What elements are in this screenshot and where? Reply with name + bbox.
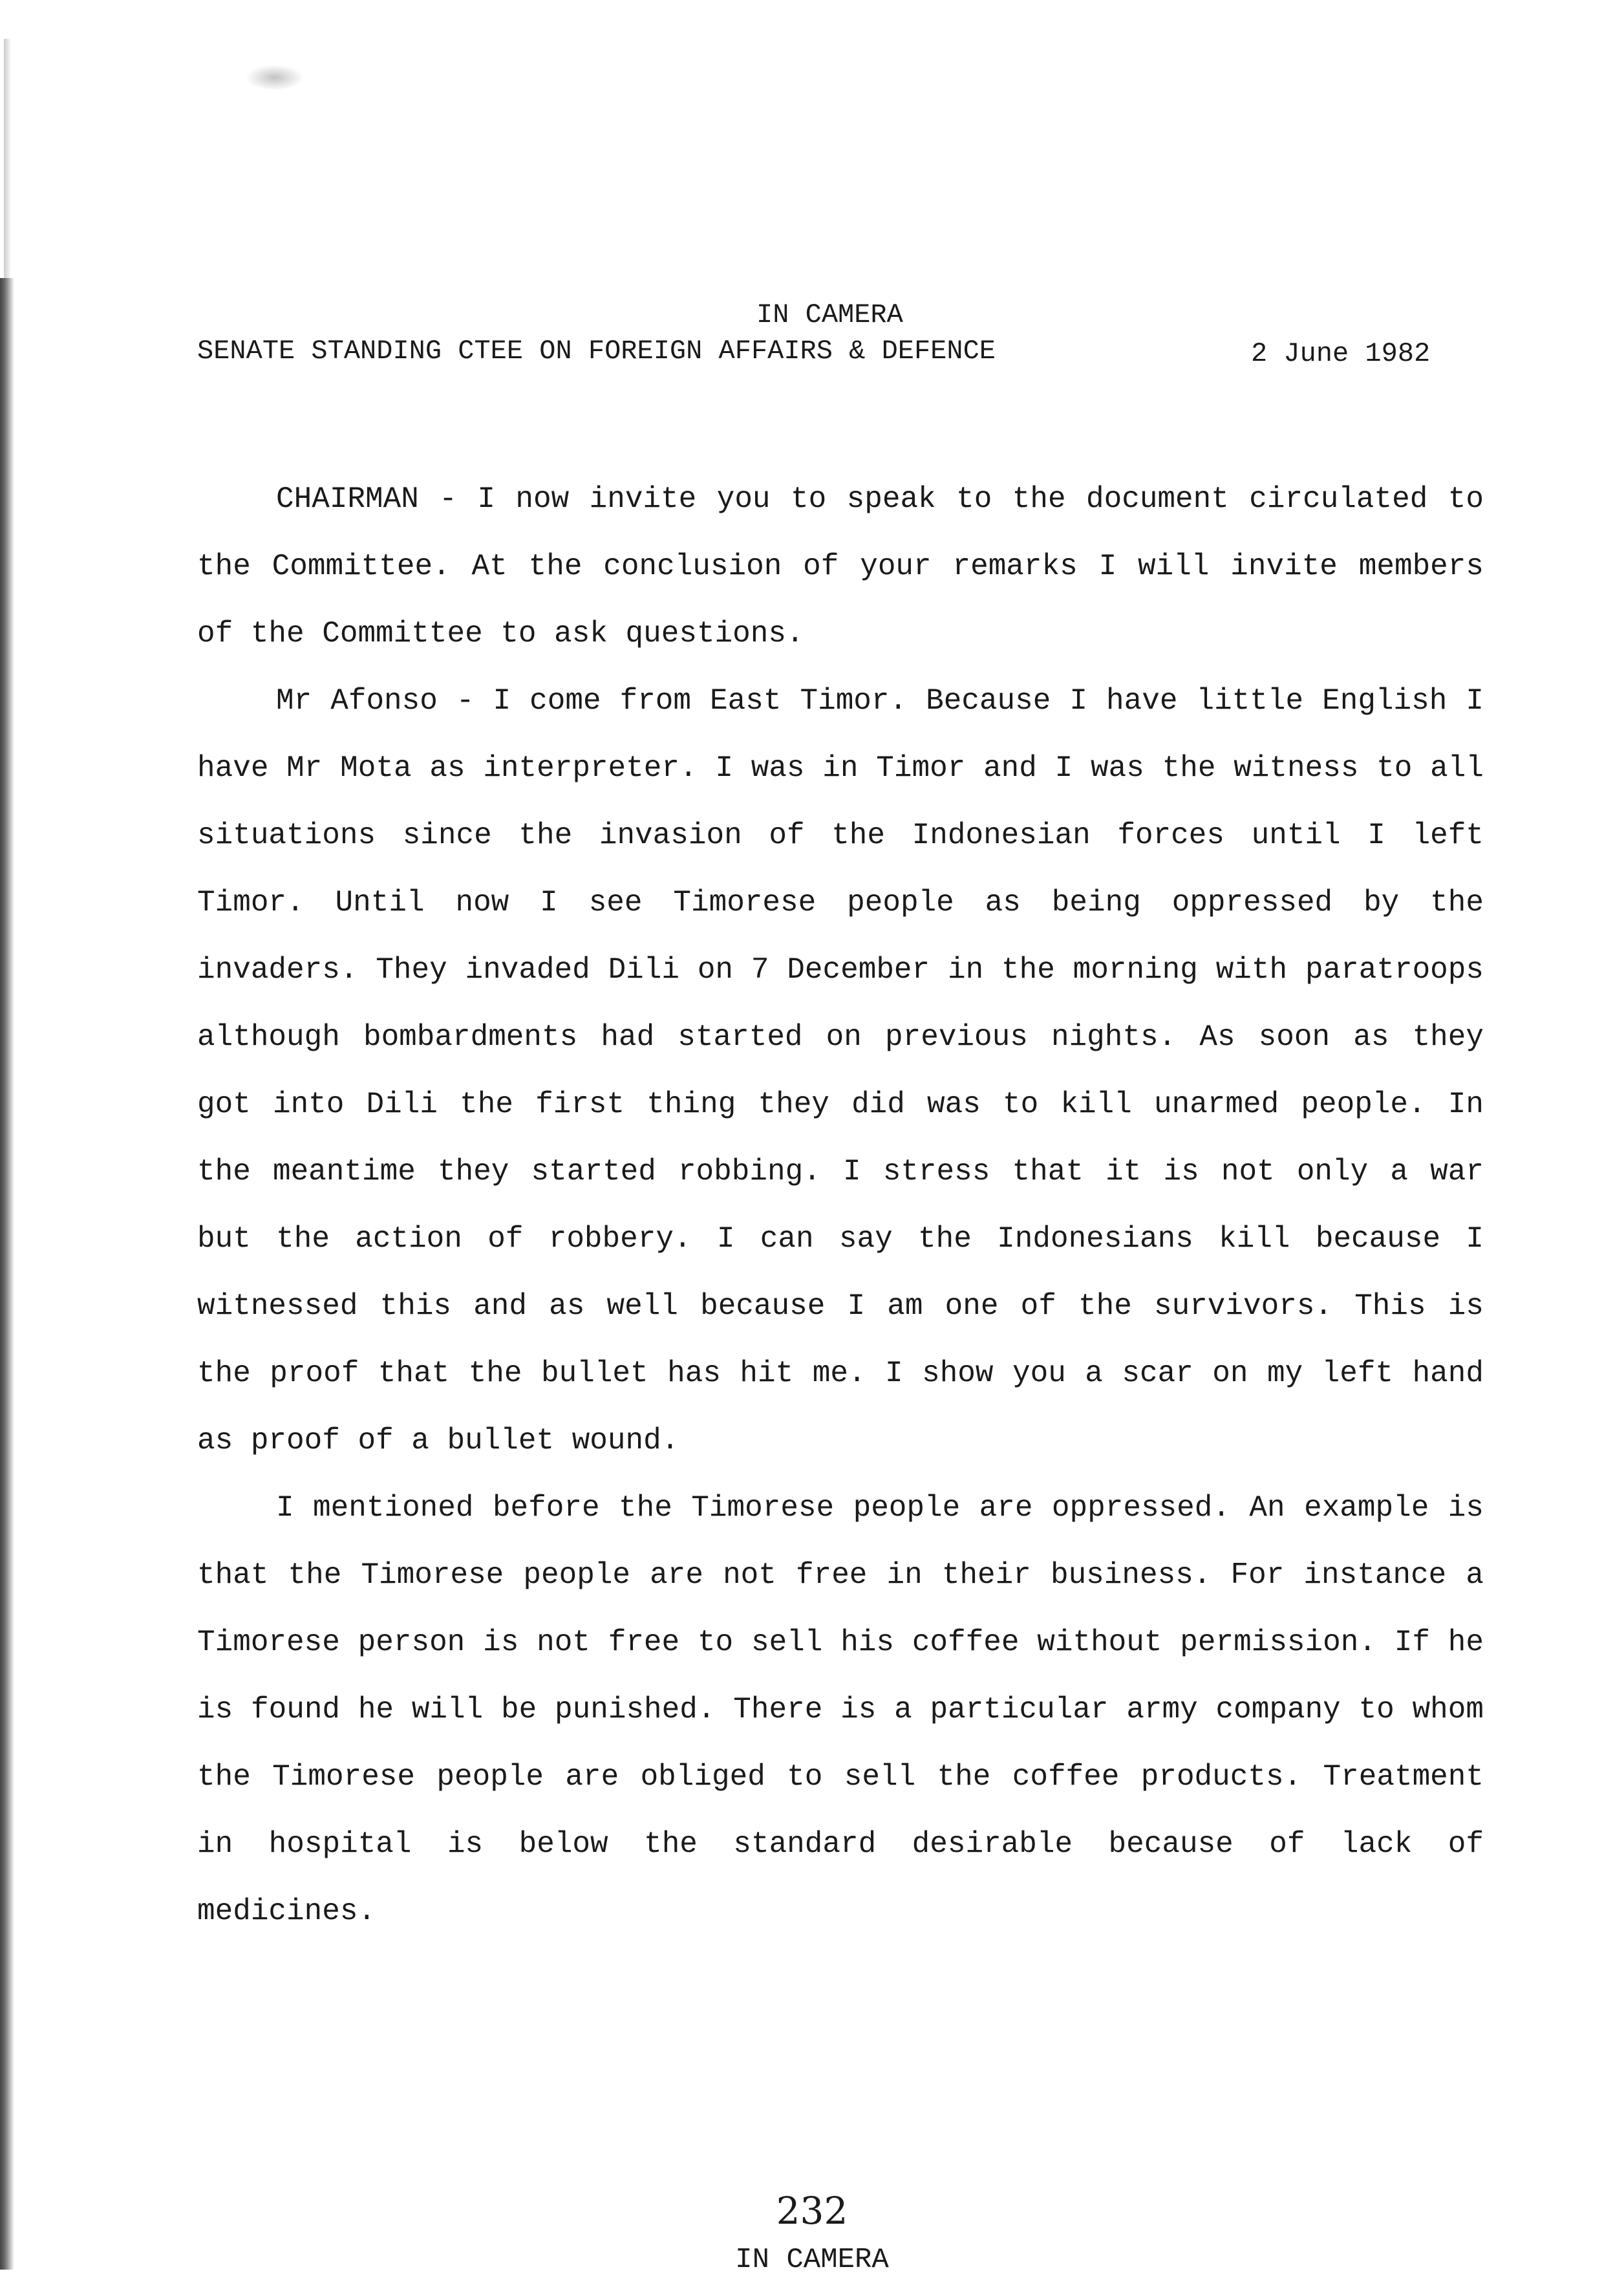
header-date: 2 June 1982 — [1251, 338, 1431, 369]
header-classification: IN CAMERA — [756, 299, 903, 330]
paragraph-oppression-example: I mentioned before the Timorese people are oppressed. An example is that the Timorese people are not free in their business. For instance a Timorese person is not free to sell his coffee without permission. If he is found he will be punished. There is a particular army company to whom the Timorese people are obliged to sell the coffee products. Treatment in hospital is below the standard desirable because of lack of medicines. — [197, 1491, 1484, 1928]
paragraph-afonso-testimony: Mr Afonso - I come from East Timor. Because I have little English I have Mr Mota as interpreter. I was in Timor and I was the witness to all situations since the invasion of the Indonesian forces until I left Timor. Until now I see Timorese people as being oppressed by the invaders. They invaded Dili on 7 December in the morning with paratroops although bombardments had started on previous nights. As soon as they got into Dili the first thing they did was to kill unarmed people. In the meantime they started robbing. I stress that it is not only a war but the action of robbery. I can say the Indonesians kill because I witnessed this and as well because I am one of the survivors. This is the proof that the bullet has hit me. I show you a scar on my left hand as proof of a bullet wound. — [197, 684, 1484, 1457]
transcript-body — [197, 466, 1484, 1945]
paragraph-chairman: CHAIRMAN - I now invite you to speak to the document circulated to the Committee. At the conclusion of your remarks I will invite members of the Committee to ask questions. — [197, 482, 1484, 650]
scan-binding-shadow — [0, 278, 14, 2270]
page-number: 232 — [776, 2189, 848, 2233]
header-committee-title: SENATE STANDING CTEE ON FOREIGN AFFAIRS & DEFENCE — [197, 336, 996, 367]
footer-classification: IN CAMERA — [735, 2244, 889, 2276]
scan-edge-top-shadow — [4, 39, 10, 278]
scan-smudge — [246, 65, 304, 91]
